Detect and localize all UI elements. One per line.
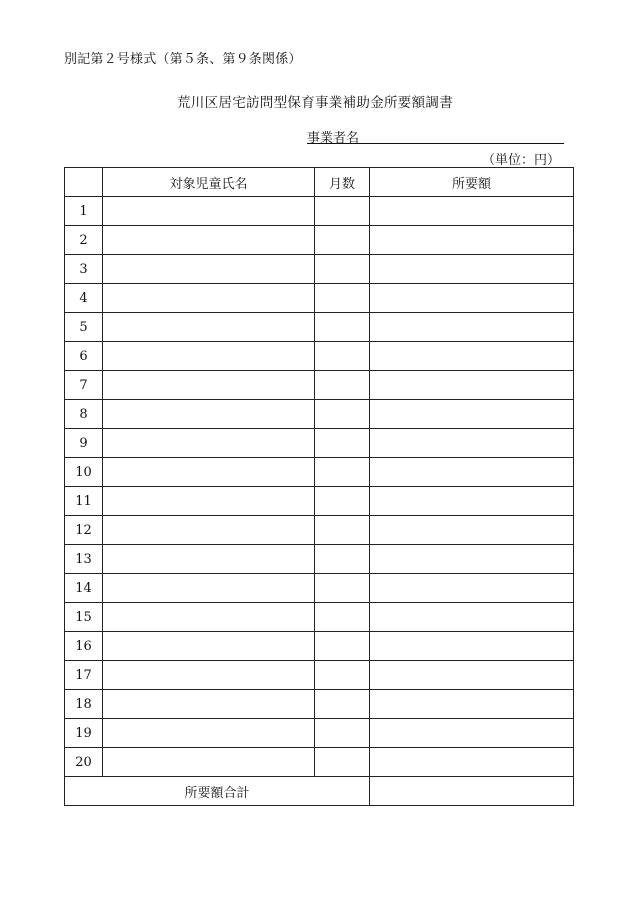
amount-cell[interactable] [370,719,574,748]
child-name-cell[interactable] [103,284,315,313]
child-name-cell[interactable] [103,632,315,661]
table-row [65,603,574,632]
table-row [65,342,574,371]
table-row [65,574,574,603]
months-cell[interactable] [315,197,370,226]
months-cell[interactable] [315,371,370,400]
child-name-cell[interactable] [103,255,315,284]
table-row [65,313,574,342]
table-row [65,429,574,458]
amount-cell[interactable] [370,255,574,284]
child-name-cell[interactable] [103,342,315,371]
months-cell[interactable] [315,400,370,429]
amount-cell[interactable] [370,400,574,429]
table-row [65,487,574,516]
row-number: 8 [65,400,103,429]
child-name-cell[interactable] [103,603,315,632]
row-number: 5 [65,313,103,342]
table-row [65,400,574,429]
row-number: 1 [65,197,103,226]
months-cell[interactable] [315,690,370,719]
table-body [65,197,574,777]
child-name-cell[interactable] [103,371,315,400]
table-row [65,632,574,661]
child-name-cell[interactable] [103,719,315,748]
table-row [65,516,574,545]
table-header-row [65,168,574,197]
months-cell[interactable] [315,574,370,603]
amount-cell[interactable] [370,371,574,400]
amount-cell[interactable] [370,429,574,458]
row-number: 7 [65,371,103,400]
row-number: 12 [65,516,103,545]
total-label: 所要額合計 [65,777,370,806]
table-row [65,371,574,400]
row-number: 10 [65,458,103,487]
table-row [65,197,574,226]
child-name-cell[interactable] [103,226,315,255]
table-row [65,458,574,487]
amount-cell[interactable] [370,545,574,574]
table-row [65,661,574,690]
amount-cell[interactable] [370,487,574,516]
child-name-cell[interactable] [103,487,315,516]
child-name-cell[interactable] [103,429,315,458]
months-cell[interactable] [315,516,370,545]
table-row [65,719,574,748]
subsidy-amount-table [64,167,574,806]
amount-cell[interactable] [370,661,574,690]
amount-cell[interactable] [370,574,574,603]
row-number: 6 [65,342,103,371]
operator-name-field[interactable] [307,127,564,144]
months-cell[interactable] [315,313,370,342]
column-header-months: 月数 [315,168,370,197]
table-row [65,748,574,777]
amount-cell[interactable] [370,226,574,255]
months-cell[interactable] [315,487,370,516]
months-cell[interactable] [315,632,370,661]
row-number: 14 [65,574,103,603]
amount-cell[interactable] [370,342,574,371]
months-cell[interactable] [315,719,370,748]
child-name-cell[interactable] [103,458,315,487]
amount-cell[interactable] [370,748,574,777]
months-cell[interactable] [315,748,370,777]
amount-cell[interactable] [370,603,574,632]
child-name-cell[interactable] [103,748,315,777]
row-number: 17 [65,661,103,690]
row-number: 18 [65,690,103,719]
months-cell[interactable] [315,429,370,458]
row-number: 20 [65,748,103,777]
months-cell[interactable] [315,342,370,371]
row-number: 4 [65,284,103,313]
amount-cell[interactable] [370,690,574,719]
total-amount-cell[interactable] [370,777,574,806]
child-name-cell[interactable] [103,516,315,545]
row-number: 19 [65,719,103,748]
child-name-cell[interactable] [103,313,315,342]
amount-cell[interactable] [370,632,574,661]
document-title: 荒川区居宅訪問型保育事業補助金所要額調書 [177,95,453,111]
amount-cell[interactable] [370,284,574,313]
column-header-number [65,168,103,197]
child-name-cell[interactable] [103,574,315,603]
child-name-cell[interactable] [103,661,315,690]
operator-name-label: 事業者名 [307,131,360,146]
row-number: 3 [65,255,103,284]
months-cell[interactable] [315,284,370,313]
row-number: 13 [65,545,103,574]
table-row [65,690,574,719]
form-reference: 別記第２号様式（第５条、第９条関係） [64,52,302,67]
amount-cell[interactable] [370,458,574,487]
total-row [65,777,574,806]
child-name-cell[interactable] [103,690,315,719]
child-name-cell[interactable] [103,400,315,429]
months-cell[interactable] [315,545,370,574]
column-header-child-name: 対象児童氏名 [103,168,315,197]
amount-cell[interactable] [370,197,574,226]
row-number: 11 [65,487,103,516]
table-row [65,284,574,313]
row-number: 15 [65,603,103,632]
unit-note: （単位：円） [481,153,560,168]
months-cell[interactable] [315,661,370,690]
table-row [65,545,574,574]
table-row [65,226,574,255]
row-number: 16 [65,632,103,661]
table-row [65,255,574,284]
amount-cell[interactable] [370,516,574,545]
child-name-cell[interactable] [103,197,315,226]
months-cell[interactable] [315,603,370,632]
months-cell[interactable] [315,255,370,284]
months-cell[interactable] [315,458,370,487]
row-number: 2 [65,226,103,255]
child-name-cell[interactable] [103,545,315,574]
row-number: 9 [65,429,103,458]
amount-cell[interactable] [370,313,574,342]
months-cell[interactable] [315,226,370,255]
column-header-amount: 所要額 [370,168,574,197]
